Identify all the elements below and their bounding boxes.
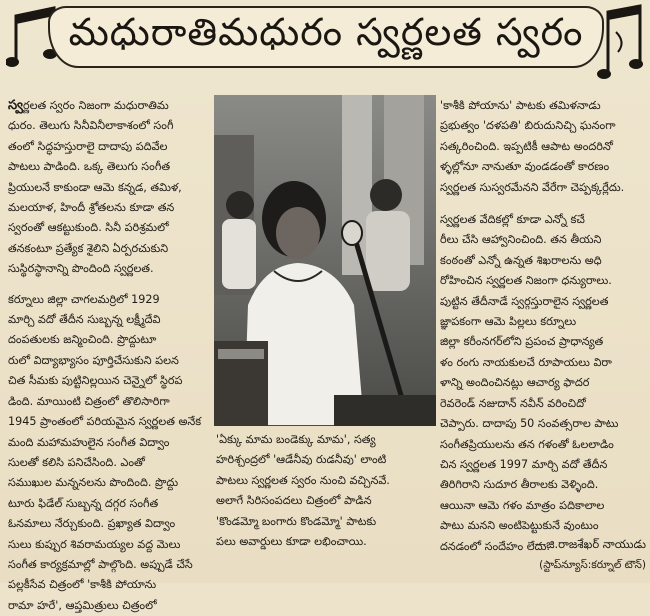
dateline: (స్టాప్‌న్యూస్:కర్నూల్ టౌన్) bbox=[539, 559, 646, 571]
paragraph: 'కాశీకి పోయాను' పాటకు తమిళనాడు ప్రభుత్వం 'దళపతి' బిరుదునిచ్చి ఘనంగా సత్కరించింది. ఇప్పటికీ ఆపాట అందరినో ళ్ళల్లోనూ నానుతూ వుండడంతో కారణం స్వర్ణలత సుస్వరమేనని వేరేగా చెప్పక్కర్లేదు. bbox=[440, 99, 625, 194]
paragraph: కర్నూలు జిల్లా చాగలమర్రిలో 1929 మార్చి వదో తేదీన సుబ్బన్న లక్ష్మీదేవి దంపతులకు జన్మించింది. ప్రొద్దుటూ రులో విద్యాభ్యాసం పూర్తిచేసుకుని పలన చిత సీమకు పుట్టినిల్లయిన చెన్నైలో స్థిరప డింది. మాయింటి చిత్రంలో తొలిసారిగా 1945 ప్రాంతంలో పరియమైన స్వర్ణలత అనేక మంది మహామహులైన సంగీత విద్వాం సులతో కలిసి పనిచేసింది. ఎంతో సముఖుల మన్ననలను పొందింది. ప్రొద్దు టూరు ఫిడేల్ సుబ్బన్న దగ్గర సంగీత ఓనమాలు నేర్చుకుంది. ప్రఖ్యాత విద్వాం సులు కుప్పుర శివరామయ్యల వద్ద మెలు సంగీత కార్యక్రమాల్లో పాల్గొంది. అప్పుడే చేసే పల్లకీసేవ చిత్రంలో 'కాశీకి పోయాను రామా హరే', ఆప్తమిత్రులు చిత్రంలో bbox=[8, 292, 202, 612]
paragraph: స్వర్ణలత వేదికల్లో కూడా ఎన్నో కచే రీలు చేసి ఆహ్వానించింది. తన తీయని కంఠంతో ఎన్నో ఉన్నత శిఖరాలను అధి రోహించిన స్వర్ణలత నిజంగా ధన్యురాలు. పుట్టిన తేదీనాడే స్వర్గస్తురాలైన స్వర్ణలత జ్ఞాపకంగా ఆమె పిల్లలు కర్నూలు జిల్లా కరీంనగర్‌లోని ప్రపంచ ప్రాధాన్యత ళం రంగు నాయకులచే రూపాయలు విరా ళాన్ని అందించినట్లు ఆచార్య ఫాదర రెవరెండ్ నజుదాన్ నవీన్ వరించిదో చెప్పారు. దాదాపు 50 సంవత్సరాల పాటు సంగీతప్రియులను తన గళంతో ఓలలాడిం చిన స్వర్ణలత 1997 మార్చి వదో తేదీన తిరిగిరాని సుదూర తీరాలకు వెళ్ళింది. ఆయినా ఆమె గళం మాత్రం పదికాలాల పాటు మనని అంటిపెట్టుకునే వుంటుం దనడంలో సందేహం లేదు. bbox=[440, 213, 619, 553]
photo-caption-text bbox=[216, 430, 438, 552]
article-title: మధురాతిమధురం స్వర్ణలత స్వరం bbox=[68, 10, 584, 54]
title-frame bbox=[48, 6, 604, 68]
title-banner bbox=[0, 0, 650, 92]
article-column-left bbox=[8, 96, 208, 616]
music-note-right-icon bbox=[596, 2, 648, 82]
article-column-right bbox=[440, 96, 646, 557]
singer-photo bbox=[214, 95, 436, 426]
paragraph: స్వర్ణలత స్వరం నిజంగా మధురాతిమ ధురం. తెలుగు సినీవినీలాకాశంలో సంగీ తంలో సిద్ధహస్తురాలై దాదాపు పదివేల పాటలు పాడింది. ఒక్క తెలుగు సంగీత ప్రియులనే కాకుండా ఆమె కన్నడ, తమిళ, మలయాళ, హిందీ శ్రోతలను కూడా తన స్వరంతో ఆకట్టుకుంది. సినీ పరిశ్రమలో తనకంటూ ప్రత్యేక శైలిని ఏర్పరచుకుని సుస్థిరస్థానాన్ని పొందింది స్వర్ణలత. bbox=[8, 98, 182, 276]
paragraph: 'ఏక్కు మామ బండెక్కు మామ', సత్య హరిశ్చంద్రలో 'ఆడేనీవు రుడనీవు' లాంటి పాటలు స్వర్ణలత స్వరం నుంచి వచ్చినవే. అలాగే సిరిసంపదలు చిత్రంలో పాడిన 'కొండమ్మో బంగారు కొండమ్మో' పాటకు పలు అవార్డులు కూడా లభించాయి. bbox=[216, 433, 390, 549]
author-byline: —జి.రాజశేఖర్ నాయుడు bbox=[534, 537, 646, 551]
